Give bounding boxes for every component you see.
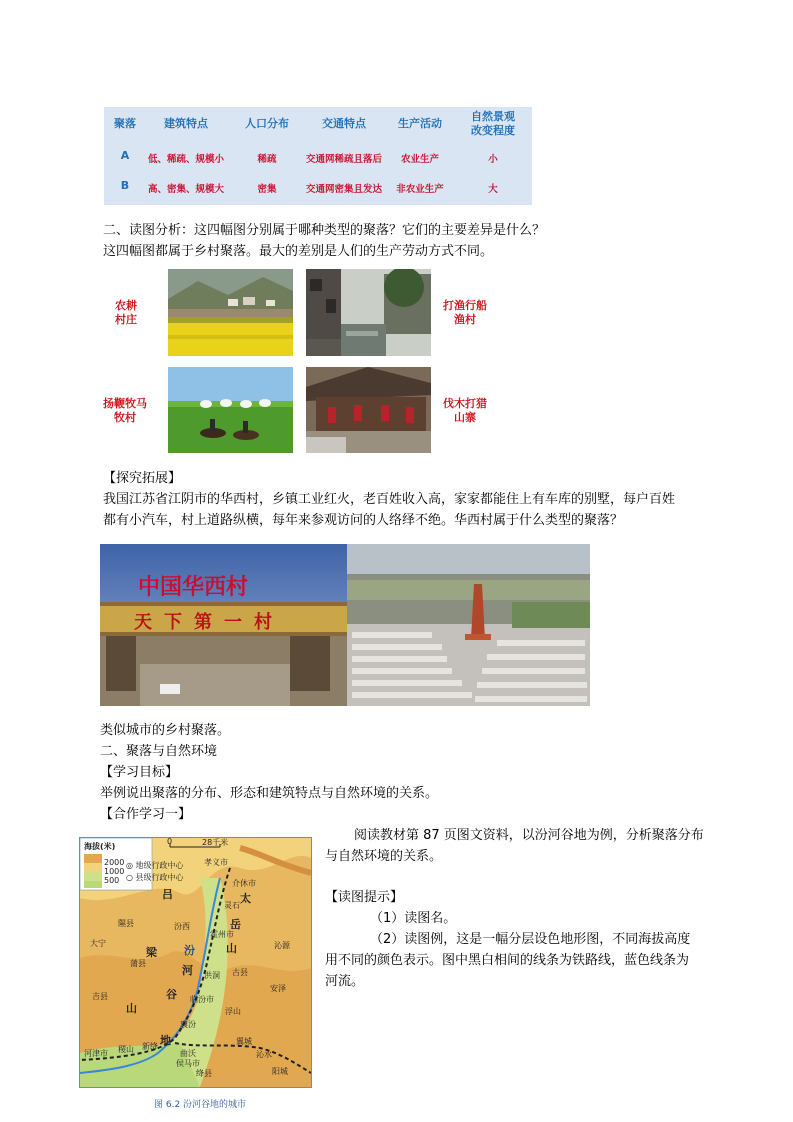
row-b-production: 非农业生产 <box>396 184 444 195</box>
city-yangcheng: 阳城 <box>272 1067 288 1076</box>
map-legend-county: ○ 县级行政中心 <box>126 873 184 882</box>
row-a-change: 小 <box>488 154 498 165</box>
hint-item-2-line1: （2）读图例，这是一幅分层设色地形图，不同海拔高度 <box>370 932 691 947</box>
city-xixian: 隰县 <box>118 919 134 928</box>
map-legend-prefecture-text: 地级行政中心 <box>135 861 184 870</box>
region-fen: 汾 <box>184 944 195 957</box>
huaxi-gate-photo <box>100 544 347 706</box>
row-a-building: 低、稀疏、规模小 <box>147 154 224 165</box>
explore-paragraph-line1: 我国江苏省江阴市的华西村，乡镇工业红火，老百姓收入高，家家都能住上有车库的别墅，每户百姓 <box>103 492 676 507</box>
city-huozhou: 霍州市 <box>210 930 234 939</box>
header-transport: 交通特点 <box>322 117 366 130</box>
row-b-change: 大 <box>488 184 498 195</box>
row-a-transport: 交通网稀疏且落后 <box>305 154 382 165</box>
header-landscape-change <box>458 110 528 138</box>
section2-answer: 这四幅图都属于乡村聚落。最大的差别是人们的生产劳动方式不同。 <box>103 244 494 259</box>
goal-text: 举例说出聚落的分布、形态和建筑特点与自然环境的关系。 <box>100 786 439 801</box>
map-scale-zero: 0 <box>167 837 173 846</box>
coop-heading: 【合作学习一】 <box>100 807 192 822</box>
header-production: 生产活动 <box>398 117 442 130</box>
city-jixian: 吉县 <box>92 992 108 1001</box>
region-shan2: 山 <box>226 942 237 955</box>
city-quwo: 曲沃 <box>180 1049 196 1058</box>
row-b-population: 密集 <box>257 184 277 195</box>
coop-paragraph-line1: 阅读教材第 87 页图文资料，以汾河谷地为例，分析聚落分布 <box>354 828 704 843</box>
region-liang: 梁 <box>146 946 157 959</box>
region-di: 地 <box>160 1034 171 1047</box>
header-population: 人口分布 <box>245 117 289 130</box>
map-legend-500: 500 <box>104 876 120 885</box>
row-a-population: 稀疏 <box>257 154 277 165</box>
region-gu: 谷 <box>166 988 177 1001</box>
city-fenxi: 汾西 <box>174 922 190 931</box>
city-jiangxian: 绛县 <box>196 1069 212 1078</box>
header-settlement: 聚落 <box>114 117 136 130</box>
map-legend-2000: 2000 <box>104 858 125 867</box>
fen-river-valley-map <box>79 837 312 1088</box>
region-yue: 岳 <box>230 918 241 931</box>
gate-sign-top: 中国华西村 <box>138 574 249 600</box>
map-caption: 图 6.2 汾河谷地的城市 <box>154 1100 247 1110</box>
map-scale: 28千米 <box>202 838 229 847</box>
huaxi-aerial-photo <box>347 544 590 706</box>
herding-village-photo <box>168 367 293 453</box>
row-b-building: 高、密集、规模大 <box>147 184 224 195</box>
row-a-production: 农业生产 <box>400 154 439 165</box>
city-yicheng: 翼城 <box>236 1037 252 1046</box>
city-xiaoyi: 孝义市 <box>204 858 228 867</box>
explore-paragraph-line2: 都有小汽车，村上道路纵横，每年来参观访问的人络绎不绝。华西村属于什么类型的聚落？ <box>103 513 624 528</box>
city-qinyuan: 沁源 <box>274 941 290 950</box>
row-b-transport: 交通网密集且发达 <box>305 184 382 195</box>
map-legend-county-text: 县级行政中心 <box>135 873 184 882</box>
city-puxian: 蒲县 <box>130 959 146 968</box>
label-farm-village <box>104 299 148 327</box>
city-xiangfen: 襄汾 <box>180 1020 196 1029</box>
city-hongdong: 洪洞 <box>204 971 220 980</box>
label-farm-line1: 农耕 <box>115 299 137 312</box>
city-linfen: 临汾市 <box>190 995 214 1004</box>
hint-item-1: （1）读图名。 <box>370 911 457 926</box>
label-herding-line2: 牧村 <box>114 411 136 424</box>
region-he: 河 <box>182 964 193 977</box>
label-fishing-line1: 打渔行船 <box>443 299 487 312</box>
label-forest-village <box>438 397 492 425</box>
coop-paragraph-line2: 与自然环境的关系。 <box>325 849 443 864</box>
explore-heading: 【探究拓展】 <box>103 471 182 486</box>
city-daning: 大宁 <box>90 939 106 948</box>
city-guxian: 古县 <box>232 968 248 977</box>
farm-village-photo <box>168 269 293 356</box>
goal-heading: 【学习目标】 <box>100 765 179 780</box>
label-herding-village <box>100 397 150 425</box>
gate-sign-bottom: 天下第一村 <box>134 612 284 633</box>
section-heading: 二、聚落与自然环境 <box>100 744 218 759</box>
label-farm-line2: 村庄 <box>115 313 137 326</box>
forest-village-photo <box>306 367 431 453</box>
hint-heading: 【读图提示】 <box>325 890 404 905</box>
map-legend-prefecture: ◎ 地级行政中心 <box>126 861 184 870</box>
city-jiexiu: 介休市 <box>232 879 256 888</box>
row-b-key: B <box>120 179 130 192</box>
row-a-key: A <box>120 149 130 162</box>
region-tai: 太 <box>240 892 251 905</box>
city-lingshi: 灵石 <box>224 901 240 910</box>
header-line2: 改变程度 <box>471 124 515 137</box>
city-fushan: 浮山 <box>225 1007 241 1016</box>
label-forest-line2: 山寨 <box>454 411 476 424</box>
header-building: 建筑特点 <box>164 117 208 130</box>
comparison-table <box>104 107 532 205</box>
hint-item-2-line3: 河流。 <box>325 974 365 989</box>
city-xinjiang: 新绛 <box>142 1042 158 1051</box>
section2-question: 二、读图分析：这四幅图分别属于哪种类型的聚落？它们的主要差异是什么？ <box>103 223 546 238</box>
map-legend-title: 海拔(米) <box>84 842 116 851</box>
city-hejin: 河津市 <box>84 1049 108 1058</box>
label-forest-line1: 伐木打猎 <box>443 397 487 410</box>
region-shan1: 山 <box>126 1002 137 1015</box>
city-houma: 侯马市 <box>176 1059 200 1068</box>
hint-item-2-line2: 用不同的颜色表示。图中黑白相间的线条为铁路线，蓝色线条为 <box>325 953 690 968</box>
label-herding-line1: 扬鞭牧马 <box>103 397 147 410</box>
region-lv: 吕 <box>162 888 173 901</box>
label-fishing-village <box>438 299 492 327</box>
city-jishan: 稷山 <box>118 1045 134 1054</box>
map-legend-1000: 1000 <box>104 867 125 876</box>
label-fishing-line2: 渔村 <box>454 313 476 326</box>
city-anze: 安泽 <box>270 984 286 993</box>
city-qinshui: 沁水 <box>256 1050 272 1059</box>
answer-line: 类似城市的乡村聚落。 <box>100 723 231 738</box>
fishing-village-photo <box>306 269 431 356</box>
header-line1: 自然景观 <box>471 110 515 123</box>
